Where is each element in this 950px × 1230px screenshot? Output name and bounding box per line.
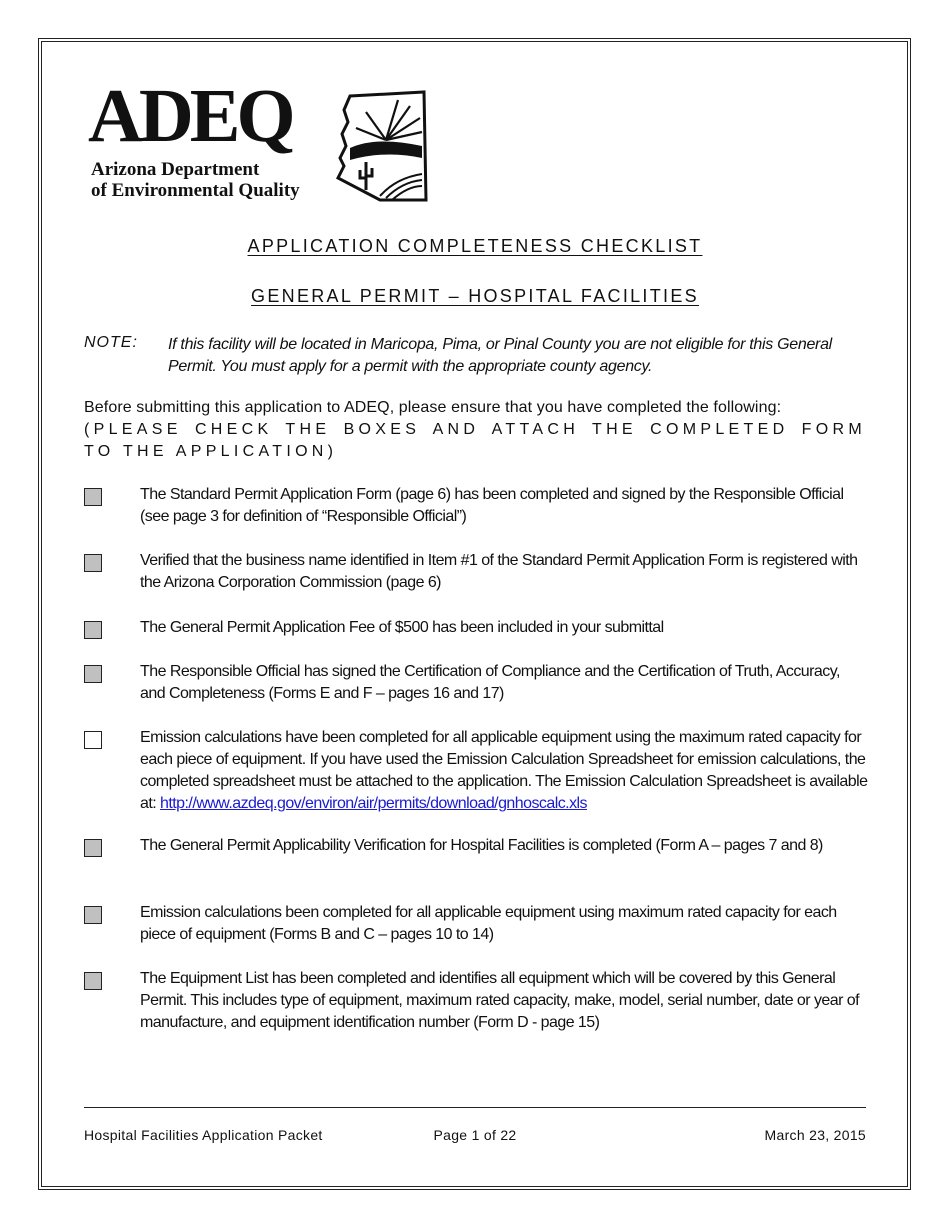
- checkbox[interactable]: [84, 839, 102, 857]
- footer-date: March 23, 2015: [764, 1127, 866, 1143]
- logo-agency-line-2: of Environmental Quality: [91, 180, 300, 201]
- checklist-item-text: The Standard Permit Application Form (page 6) has been completed and signed by the Responsible Official (see page 3 for definition of “Responsible Official”): [140, 486, 844, 525]
- checkbox[interactable]: [84, 488, 102, 506]
- permit-subtitle: [0, 286, 950, 307]
- arizona-map-icon: [336, 88, 428, 202]
- intro-instruction: (PLEASE CHECK THE BOXES AND ATTACH THE COMPLETED FORM TO THE APPLICATION): [84, 421, 866, 460]
- checkbox[interactable]: [84, 906, 102, 924]
- checkbox[interactable]: [84, 665, 102, 683]
- permit-subtitle-text: GENERAL PERMIT – HOSPITAL FACILITIES: [251, 286, 699, 306]
- logo-agency-line-1: Arizona Department: [91, 159, 260, 180]
- spreadsheet-download-link[interactable]: http://www.azdeq.gov/environ/air/permits/download/gnhoscalc.xls: [160, 795, 587, 812]
- checkbox[interactable]: [84, 554, 102, 572]
- intro-text: Before submitting this application to ADEQ, please ensure that you have completed the following:: [84, 399, 782, 416]
- checklist-item-text: The General Permit Application Fee of $500 has been included in your submittal: [140, 619, 664, 636]
- checkbox[interactable]: [84, 731, 102, 749]
- note-label: NOTE:: [84, 334, 138, 351]
- checklist-item-text: The Equipment List has been completed and identifies all equipment which will be covered by this General Permit. This includes type of equipment, maximum rated capacity, make, model, serial number, date or year of manufacture, and equipment identification number (Form D - page 15): [140, 970, 860, 1031]
- note-text: If this facility will be located in Maricopa, Pima, or Pinal County you are not eligible for this General Permit. You must apply for a permit with the appropriate county agency.: [168, 336, 832, 375]
- checklist-item-text: Emission calculations been completed for all applicable equipment using maximum rated capacity for each piece of equipment (Forms B and C – pages 10 to 14): [140, 904, 837, 943]
- checklist-item-body: Emission calculations have been completed for all applicable equipment using the maximum rated capacity for each piece of equipment. If you have used the Emission Calculation Spreadsheet for emission calculations, the completed spreadsheet must be attached to the application. The Emission Calculation Spreadsheet is available at:: [140, 729, 868, 812]
- checklist-item-text: Verified that the business name identified in Item #1 of the Standard Permit Application Form is registered with the Arizona Corporation Commission (page 6): [140, 552, 858, 591]
- checklist-title: [0, 236, 950, 257]
- checkbox[interactable]: [84, 621, 102, 639]
- footer-divider: [84, 1107, 866, 1108]
- adeq-logo: [88, 74, 433, 206]
- checklist-item-text: [140, 727, 868, 815]
- footer-packet-name: Hospital Facilities Application Packet: [84, 1127, 323, 1143]
- checkbox[interactable]: [84, 972, 102, 990]
- checklist-title-text: APPLICATION COMPLETENESS CHECKLIST: [247, 236, 703, 256]
- footer-page-number: Page 1 of 22: [433, 1127, 517, 1143]
- checklist-item-text: The General Permit Applicability Verification for Hospital Facilities is completed (Form A – pages 7 and 8): [140, 837, 823, 854]
- checklist-item-text: The Responsible Official has signed the Certification of Compliance and the Certification of Truth, Accuracy, and Completeness (Forms E and F – pages 16 and 17): [140, 663, 840, 702]
- logo-abbreviation: ADEQ: [88, 74, 292, 158]
